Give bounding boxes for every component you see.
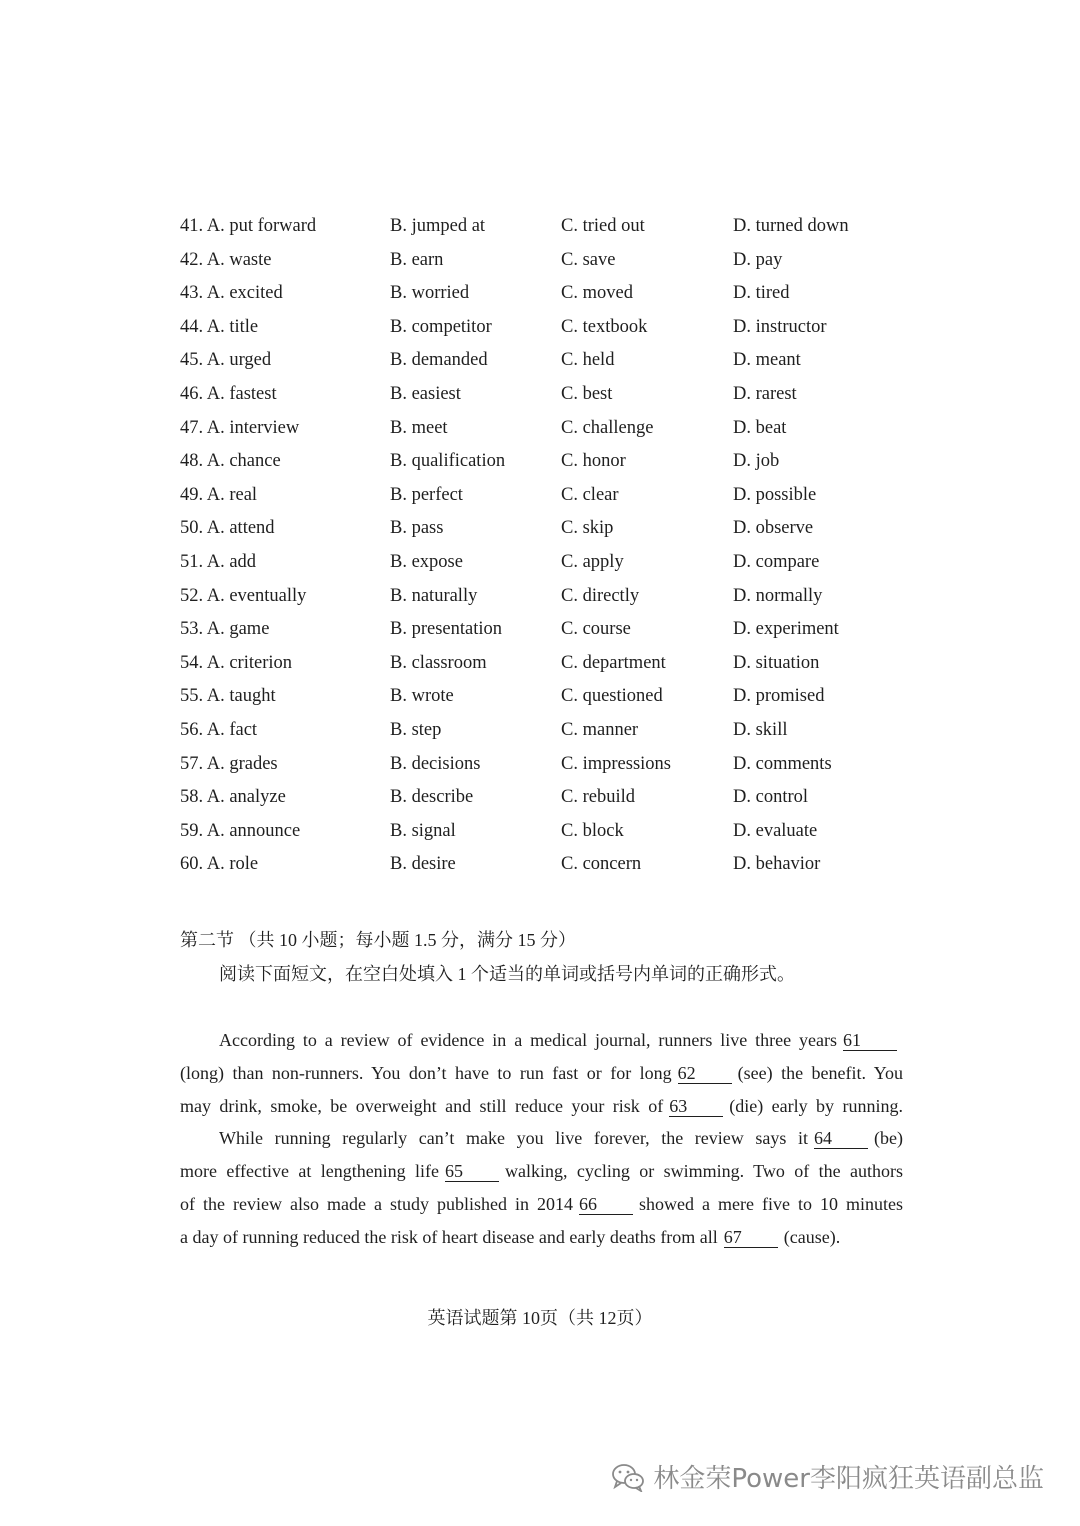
option-row <box>180 748 900 782</box>
option-b: B. presentation <box>390 619 503 640</box>
wechat-icon <box>611 1462 645 1492</box>
option-b: B. classroom <box>390 652 487 673</box>
option-row <box>180 344 900 378</box>
passage-text: of the review also made a study published in 2014 <box>180 1193 573 1214</box>
option-d: D. comments <box>733 753 832 774</box>
option-c: C. apply <box>561 551 624 572</box>
passage <box>180 1024 903 1254</box>
answer-blank-67: 67 <box>724 1227 778 1248</box>
option-a: 51. A. add <box>180 551 257 572</box>
option-d: D. job <box>733 451 780 472</box>
option-row <box>180 244 900 278</box>
option-d: D. control <box>733 787 809 808</box>
option-c: C. clear <box>561 484 619 505</box>
option-c: C. directly <box>561 585 640 606</box>
option-b: B. describe <box>390 787 474 808</box>
option-a: 52. A. eventually <box>180 585 307 606</box>
option-c: C. course <box>561 619 631 640</box>
answer-blank-65: 65 <box>445 1161 499 1182</box>
option-b: B. expose <box>390 551 463 572</box>
option-d: D. normally <box>733 585 823 606</box>
option-a: 46. A. fastest <box>180 383 277 404</box>
option-row <box>180 311 900 345</box>
option-b: B. demanded <box>390 350 488 371</box>
answer-blank-64: 64 <box>814 1128 868 1149</box>
answer-blank-63: 63 <box>669 1096 723 1117</box>
answer-blank-61: 61 <box>843 1030 897 1051</box>
option-b: B. qualification <box>390 451 506 472</box>
option-c: C. best <box>561 383 613 404</box>
passage-text: a day of running reduced the risk of heart disease and early deaths from all <box>180 1226 718 1247</box>
option-a: 54. A. criterion <box>180 652 293 673</box>
answer-blank-62: 62 <box>678 1063 732 1084</box>
passage-text: According to a review of evidence in a medical journal, runners live three years <box>219 1030 837 1050</box>
option-a: 41. A. put forward <box>180 216 317 236</box>
option-a: 49. A. real <box>180 484 258 505</box>
option-a: 42. A. waste <box>180 249 272 270</box>
passage-line <box>180 1188 903 1221</box>
option-a: 55. A. taught <box>180 686 276 707</box>
option-d: D. evaluate <box>733 820 818 841</box>
option-b: B. worried <box>390 283 470 304</box>
option-c: C. tried out <box>561 216 645 236</box>
option-d: D. rarest <box>733 383 797 404</box>
option-row <box>180 479 900 513</box>
option-c: C. moved <box>561 283 633 304</box>
option-d: D. turned down <box>733 216 849 236</box>
option-b: B. signal <box>390 820 456 841</box>
watermark <box>611 1458 1044 1495</box>
option-b: B. naturally <box>390 585 478 606</box>
option-d: D. pay <box>733 249 783 270</box>
option-c: C. held <box>561 350 615 371</box>
option-c: C. save <box>561 249 616 270</box>
option-a: 45. A. urged <box>180 350 272 371</box>
answer-blank-66: 66 <box>579 1194 633 1215</box>
page-footer: 英语试题第 10页（共 12页） <box>427 1308 653 1328</box>
option-d: D. tired <box>733 283 790 304</box>
option-a: 43. A. excited <box>180 283 283 304</box>
option-b: B. perfect <box>390 484 463 505</box>
option-d: D. promised <box>733 686 825 707</box>
passage-text: (be) <box>874 1128 903 1149</box>
option-d: D. compare <box>733 551 820 572</box>
passage-line <box>180 1155 903 1188</box>
option-row <box>180 714 900 748</box>
option-c: C. department <box>561 652 666 673</box>
option-row <box>180 613 900 647</box>
option-row <box>180 412 900 446</box>
option-c: C. textbook <box>561 316 648 337</box>
passage-text: (cause). <box>783 1226 841 1247</box>
passage-line <box>180 1024 903 1057</box>
passage-text: more effective at lengthening life <box>180 1161 440 1182</box>
option-row <box>180 815 900 849</box>
passage-text: While running regularly can’t make you live forever, the review says it <box>219 1128 809 1149</box>
options-list <box>180 210 900 882</box>
option-a: 44. A. title <box>180 316 259 337</box>
option-row <box>180 378 900 412</box>
option-a: 59. A. announce <box>180 820 301 841</box>
option-b: B. easiest <box>390 383 461 404</box>
option-a: 57. A. grades <box>180 753 278 774</box>
option-d: D. skill <box>733 719 788 740</box>
option-a: 56. A. fact <box>180 719 258 740</box>
passage-line <box>180 1090 903 1123</box>
option-row <box>180 277 900 311</box>
passage-text: may drink, smoke, be overweight and still reduce your risk of <box>180 1095 664 1116</box>
option-c: C. questioned <box>561 686 663 707</box>
passage-line <box>180 1057 903 1090</box>
passage-line <box>180 1122 903 1155</box>
option-d: D. observe <box>733 518 814 539</box>
watermark-text: 林金荣Power李阳疯狂英语副总监 <box>653 1464 1044 1494</box>
option-c: C. manner <box>561 719 639 740</box>
option-row <box>180 848 900 882</box>
option-b: B. earn <box>390 249 444 270</box>
option-a: 60. A. role <box>180 854 259 875</box>
option-c: C. impressions <box>561 753 671 774</box>
section-heading: 第二节 （共 10 小题；每小题 1.5 分，满分 15 分） <box>180 930 576 950</box>
passage-text: (long) than non-runners. You don’t have to run fast or for long <box>180 1062 672 1083</box>
option-d: D. situation <box>733 652 820 673</box>
option-a: 48. A. chance <box>180 451 281 472</box>
option-d: D. experiment <box>733 619 839 640</box>
option-row <box>180 210 900 244</box>
option-d: D. instructor <box>733 316 827 337</box>
option-a: 50. A. attend <box>180 518 275 539</box>
option-c: C. rebuild <box>561 787 635 808</box>
option-d: D. beat <box>733 417 787 438</box>
passage-text: showed a mere five to 10 minutes <box>639 1193 903 1214</box>
option-row <box>180 445 900 479</box>
option-c: C. honor <box>561 451 626 472</box>
option-b: B. jumped at <box>390 216 486 236</box>
option-b: B. competitor <box>390 316 492 337</box>
option-d: D. behavior <box>733 854 821 875</box>
option-c: C. concern <box>561 854 642 875</box>
passage-text: walking, cycling or swimming. Two of the authors <box>505 1161 903 1182</box>
option-row <box>180 546 900 580</box>
passage-text: (die) early by running. <box>729 1095 903 1116</box>
option-row <box>180 580 900 614</box>
option-c: C. skip <box>561 518 614 539</box>
option-a: 47. A. interview <box>180 417 300 438</box>
option-c: C. block <box>561 820 624 841</box>
option-b: B. decisions <box>390 753 481 774</box>
option-row <box>180 647 900 681</box>
option-b: B. pass <box>390 518 444 539</box>
option-b: B. wrote <box>390 686 454 707</box>
passage-line <box>180 1221 903 1254</box>
option-b: B. desire <box>390 854 456 875</box>
option-d: D. meant <box>733 350 801 371</box>
option-b: B. meet <box>390 417 448 438</box>
passage-text: (see) the benefit. You <box>737 1062 903 1083</box>
option-row <box>180 680 900 714</box>
option-b: B. step <box>390 719 442 740</box>
section-instruction: 阅读下面短文，在空白处填入 1 个适当的单词或括号内单词的正确形式。 <box>219 964 795 984</box>
option-c: C. challenge <box>561 417 654 438</box>
option-row <box>180 512 900 546</box>
option-d: D. possible <box>733 484 817 505</box>
option-row <box>180 781 900 815</box>
option-a: 58. A. analyze <box>180 787 286 808</box>
option-a: 53. A. game <box>180 619 270 640</box>
